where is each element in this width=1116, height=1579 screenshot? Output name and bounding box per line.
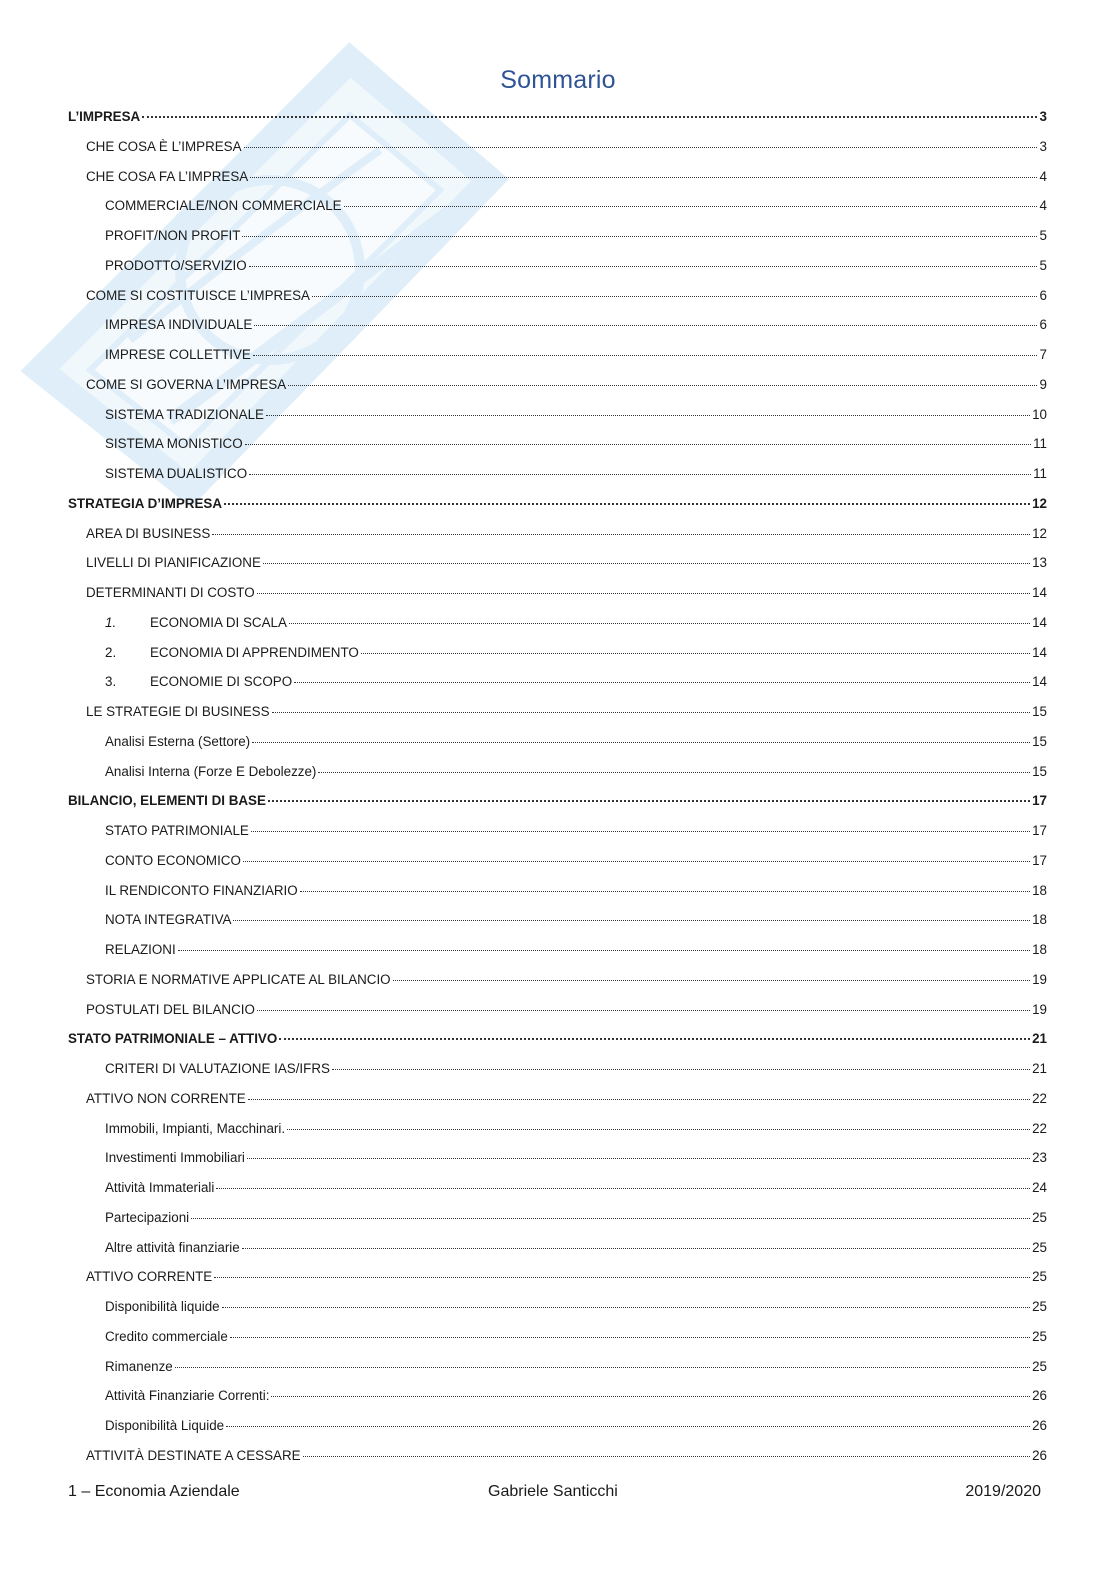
toc-entry[interactable] (0, 1118, 1116, 1140)
toc-entry[interactable] (0, 225, 1116, 247)
toc-entry-label: Altre attività finanziarie (105, 1239, 240, 1255)
toc-leader-dots (318, 772, 1030, 773)
toc-leader-dots (294, 682, 1030, 683)
toc-entry[interactable] (0, 790, 1116, 812)
toc-entry-label: LE STRATEGIE DI BUSINESS (86, 704, 270, 719)
toc-entry-page: 14 (1032, 585, 1047, 600)
toc-entry-label: Immobili, Impianti, Macchinari. (105, 1120, 286, 1136)
toc-leader-dots (178, 950, 1030, 951)
toc-entry-label: POSTULATI DEL BILANCIO (86, 1001, 255, 1017)
toc-entry[interactable] (0, 344, 1116, 366)
toc-entry-page: 23 (1032, 1150, 1047, 1166)
toc-entry-label: STORIA E NORMATIVE APPLICATE AL BILANCIO (86, 971, 391, 987)
toc-entry-label: RELAZIONI (105, 942, 176, 957)
toc-entry[interactable] (0, 939, 1116, 961)
toc-leader-dots (266, 415, 1030, 416)
toc-entry-page: 25 (1032, 1209, 1047, 1225)
toc-leader-dots (216, 1188, 1030, 1189)
toc-leader-dots (233, 920, 1030, 921)
toc-leader-dots (214, 1277, 1030, 1278)
toc-entry-label: Rimanenze (105, 1358, 173, 1374)
toc-entry-label: Investimenti Immobiliari (105, 1150, 245, 1166)
toc-leader-dots (279, 1038, 1030, 1040)
toc-leader-dots (263, 563, 1030, 564)
toc-entry[interactable] (0, 1028, 1116, 1050)
toc-entry-page: 4 (1039, 198, 1047, 214)
toc-entry-label: ECONOMIA DI SCALA (150, 614, 287, 630)
toc-entry[interactable] (0, 701, 1116, 723)
toc-leader-dots (249, 266, 1037, 267)
toc-entry-label: ATTIVO NON CORRENTE (86, 1090, 246, 1106)
toc-entry[interactable] (0, 166, 1116, 188)
toc-entry-page: 21 (1032, 1061, 1047, 1076)
toc-entry[interactable] (0, 1058, 1116, 1080)
toc-entry-label: DETERMINANTI DI COSTO (86, 585, 255, 600)
toc-entry-page: 4 (1039, 168, 1047, 184)
toc-leader-dots (230, 1337, 1030, 1338)
toc-entry[interactable] (0, 582, 1116, 604)
toc-entry[interactable] (0, 1445, 1116, 1467)
toc-entry-page: 15 (1032, 763, 1047, 779)
toc-entry-page: 5 (1039, 257, 1047, 273)
toc-entry-page: 25 (1032, 1328, 1047, 1344)
toc-leader-dots (361, 653, 1030, 654)
toc-leader-dots (252, 742, 1030, 743)
toc-leader-dots (257, 1010, 1030, 1011)
toc-entry-page: 11 (1033, 466, 1047, 481)
toc-entry-page: 6 (1039, 317, 1047, 333)
toc-entry[interactable] (0, 1296, 1116, 1318)
toc-entry-label: Partecipazioni (105, 1209, 190, 1225)
toc-leader-dots (249, 474, 1031, 475)
toc-entry[interactable] (0, 463, 1116, 485)
toc-entry[interactable] (0, 314, 1116, 336)
toc-entry[interactable] (0, 820, 1116, 842)
toc-entry-label: PROFIT/NON PROFIT (105, 228, 241, 243)
toc-entry[interactable] (0, 136, 1116, 158)
toc-entry-page: 6 (1039, 287, 1047, 303)
toc-entry[interactable] (0, 612, 1116, 634)
toc-leader-dots (244, 147, 1037, 148)
toc-entry[interactable] (0, 285, 1116, 307)
toc-entry-page: 7 (1039, 347, 1047, 362)
toc-entry[interactable] (0, 106, 1116, 128)
toc-entry[interactable] (0, 1237, 1116, 1259)
toc-entry[interactable] (0, 523, 1116, 545)
toc-entry-label: NOTA INTEGRATIVA (105, 912, 232, 928)
toc-entry[interactable] (0, 1326, 1116, 1348)
toc-entry-page: 19 (1032, 1001, 1047, 1017)
toc-leader-dots (254, 325, 1037, 326)
toc-leader-dots (303, 1456, 1031, 1457)
toc-entry-label: Disponibilità liquide (105, 1299, 220, 1314)
toc-entry-label: STATO PATRIMONIALE (105, 823, 249, 838)
toc-entry[interactable] (0, 1207, 1116, 1229)
toc-entry-label: Disponibilità Liquide (105, 1418, 225, 1433)
toc-entry-page: 19 (1032, 971, 1047, 987)
toc-entry-page: 26 (1032, 1447, 1047, 1463)
toc-entry-page: 18 (1032, 882, 1047, 898)
toc-entry[interactable] (0, 255, 1116, 277)
toc-entry[interactable] (0, 1147, 1116, 1169)
toc-entry-label: BILANCIO, ELEMENTI DI BASE (68, 793, 266, 809)
toc-leader-dots (142, 116, 1037, 118)
toc-leader-dots (251, 831, 1030, 832)
toc-entry-label: Credito commerciale (105, 1328, 228, 1344)
toc-entry-page: 25 (1032, 1299, 1047, 1314)
toc-entry-page: 25 (1032, 1239, 1047, 1255)
toc-entry[interactable] (0, 969, 1116, 991)
toc-entry-label: AREA DI BUSINESS (86, 525, 211, 541)
toc-entry-page: 14 (1032, 644, 1047, 660)
toc-entry-page: 26 (1032, 1418, 1047, 1433)
toc-entry[interactable] (0, 1415, 1116, 1437)
toc-entry-label: SISTEMA MONISTICO (105, 436, 243, 452)
toc-leader-dots (191, 1218, 1030, 1219)
toc-entry-label: L’IMPRESA (68, 109, 141, 124)
toc-entry-page: 12 (1032, 495, 1047, 511)
toc-leader-dots (271, 1396, 1030, 1397)
toc-entry-label: LIVELLI DI PIANIFICAZIONE (86, 555, 261, 571)
toc-entry-label: CHE COSA FA L’IMPRESA (86, 168, 249, 184)
toc-entry-page: 25 (1032, 1358, 1047, 1374)
toc-entry-label: CONTO ECONOMICO (105, 852, 241, 868)
toc-entry-label: STRATEGIA D’IMPRESA (68, 495, 222, 511)
toc-entry-label: ECONOMIA DI APPRENDIMENTO (150, 644, 359, 660)
toc-leader-dots (242, 236, 1037, 237)
toc-entry-label: Analisi Esterna (Settore) (105, 733, 251, 749)
toc-entry-label: SISTEMA DUALISTICO (105, 466, 248, 481)
toc-entry[interactable] (0, 1356, 1116, 1378)
toc-leader-dots (248, 1099, 1030, 1100)
toc-entry[interactable] (0, 731, 1116, 753)
toc-entry-page: 14 (1032, 614, 1047, 630)
toc-entry[interactable] (0, 1385, 1116, 1407)
toc-leader-dots (300, 891, 1030, 892)
toc-entry-label: COME SI GOVERNA L’IMPRESA (86, 376, 287, 392)
toc-entry[interactable] (0, 1266, 1116, 1288)
toc-leader-dots (243, 861, 1030, 862)
toc-entry-label: COMMERCIALE/NON COMMERCIALE (105, 198, 342, 214)
toc-entry-label: IL RENDICONTO FINANZIARIO (105, 882, 298, 898)
toc-entry-label: ATTIVITÀ DESTINATE A CESSARE (86, 1447, 301, 1463)
toc-leader-dots (344, 206, 1037, 207)
toc-leader-dots (175, 1367, 1030, 1368)
toc-leader-dots (332, 1069, 1030, 1070)
toc-entry-page: 15 (1032, 733, 1047, 749)
toc-entry[interactable] (0, 761, 1116, 783)
toc-leader-dots (250, 177, 1037, 178)
toc-entry-page: 18 (1032, 942, 1047, 957)
toc-leader-dots (393, 980, 1030, 981)
toc-entry-page: 11 (1033, 436, 1047, 452)
toc-entry[interactable] (0, 880, 1116, 902)
toc-entry[interactable] (0, 1177, 1116, 1199)
toc-entry-page: 26 (1032, 1388, 1047, 1404)
toc-entry[interactable] (0, 1088, 1116, 1110)
toc-leader-dots (222, 1307, 1030, 1308)
toc-entry[interactable] (0, 374, 1116, 396)
page-footer (68, 1480, 1041, 1504)
toc-entry-number: 3. (105, 674, 117, 690)
toc-entry[interactable] (0, 671, 1116, 693)
toc-leader-dots (212, 534, 1030, 535)
toc-entry-label: SISTEMA TRADIZIONALE (105, 406, 264, 422)
toc-entry-label: CRITERI DI VALUTAZIONE IAS/IFRS (105, 1061, 330, 1076)
toc-entry-page: 9 (1039, 376, 1047, 392)
toc-entry[interactable] (0, 493, 1116, 515)
toc-entry-page: 5 (1039, 228, 1047, 243)
toc-entry[interactable] (0, 552, 1116, 574)
toc-entry-label: Attività Immateriali (105, 1180, 215, 1195)
toc-entry-label: ATTIVO CORRENTE (86, 1269, 213, 1285)
toc-entry-page: 12 (1032, 525, 1047, 541)
toc-entry-page: 14 (1032, 674, 1047, 690)
footer-author: Gabriele Santicchi (488, 1483, 618, 1500)
toc-entry-page: 3 (1039, 109, 1047, 124)
footer-year: 2019/2020 (965, 1483, 1041, 1500)
toc-entry-page: 21 (1032, 1031, 1047, 1047)
toc-entry-label: ECONOMIE DI SCOPO (150, 674, 293, 690)
toc-entry-label: Attività Finanziarie Correnti: (105, 1388, 270, 1404)
toc-entry[interactable] (0, 404, 1116, 426)
toc-entry-page: 10 (1032, 406, 1047, 422)
toc-entry-page: 3 (1039, 138, 1047, 154)
toc-entry[interactable] (0, 433, 1116, 455)
toc-entry-page: 17 (1032, 823, 1047, 838)
toc-leader-dots (226, 1426, 1030, 1427)
toc-leader-dots (242, 1248, 1030, 1249)
toc-entry[interactable] (0, 195, 1116, 217)
toc-entry-page: 25 (1032, 1269, 1047, 1285)
toc-entry-page: 18 (1032, 912, 1047, 928)
toc-entry-page: 15 (1032, 704, 1047, 719)
toc-leader-dots (257, 593, 1030, 594)
toc-entry[interactable] (0, 642, 1116, 664)
toc-leader-dots (253, 355, 1037, 356)
toc-entry-number: 1. (105, 614, 117, 630)
toc-leader-dots (245, 444, 1031, 445)
toc-entry-page: 17 (1032, 852, 1047, 868)
toc-leader-dots (224, 503, 1030, 505)
toc-leader-dots (312, 296, 1037, 297)
toc-entry-page: 22 (1032, 1120, 1047, 1136)
footer-left: 1 – Economia Aziendale (68, 1483, 240, 1500)
page-title: Sommario (500, 66, 616, 94)
toc-entry-page: 17 (1032, 793, 1047, 809)
toc-entry-label: CHE COSA È L’IMPRESA (86, 138, 242, 154)
toc-entry-page: 24 (1032, 1180, 1047, 1195)
toc-entry[interactable] (0, 909, 1116, 931)
toc-entry-page: 22 (1032, 1090, 1047, 1106)
toc-entry-label: COME SI COSTITUISCE L’IMPRESA (86, 287, 310, 303)
toc-leader-dots (289, 623, 1030, 624)
toc-entry[interactable] (0, 850, 1116, 872)
toc-leader-dots (268, 800, 1030, 802)
toc-entry-label: IMPRESE COLLETTIVE (105, 347, 251, 362)
toc-entry[interactable] (0, 999, 1116, 1021)
toc-leader-dots (287, 1129, 1030, 1130)
toc-entry-label: STATO PATRIMONIALE – ATTIVO (68, 1031, 278, 1047)
toc-leader-dots (272, 712, 1031, 713)
toc-leader-dots (288, 385, 1037, 386)
toc-leader-dots (247, 1158, 1030, 1159)
toc-entry-page: 13 (1032, 555, 1047, 571)
toc-entry-number: 2. (105, 644, 117, 660)
toc-entry-label: IMPRESA INDIVIDUALE (105, 317, 253, 333)
toc-entry-label: Analisi Interna (Forze E Debolezze) (105, 763, 317, 779)
toc-entry-label: PRODOTTO/SERVIZIO (105, 257, 247, 273)
